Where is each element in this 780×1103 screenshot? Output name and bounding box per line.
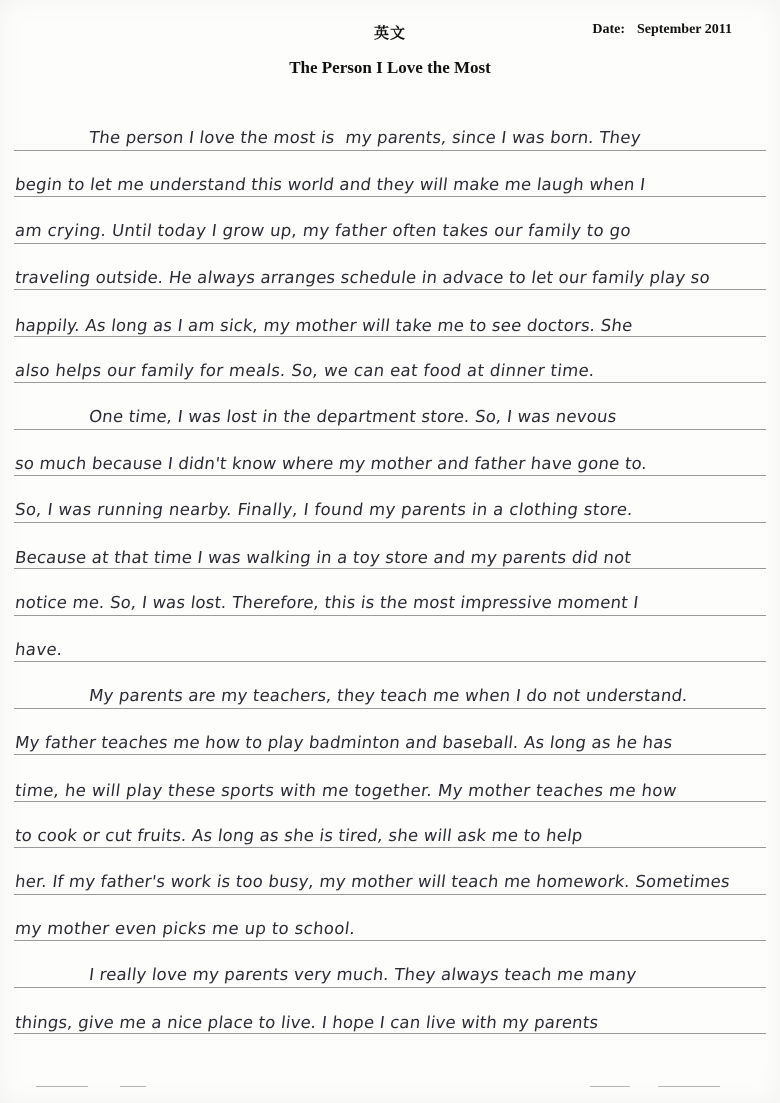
essay-line bbox=[14, 895, 766, 942]
essay-line-text: am crying. Until today I grow up, my father often takes our family to go bbox=[14, 220, 633, 240]
essay-line bbox=[14, 430, 766, 477]
essay-line bbox=[14, 383, 766, 430]
essay-line-text: traveling outside. He always arranges schedule in advace to let our family play so bbox=[14, 268, 712, 287]
essay-line-text: time, he will play these sports with me together. My mother teaches me how bbox=[14, 780, 678, 800]
page-title: The Person I Love the Most bbox=[289, 58, 491, 77]
date-label: Date: bbox=[592, 22, 625, 37]
essay-line-text: also helps our family for meals. So, we can eat food at dinner time. bbox=[14, 361, 597, 380]
essay-line-text: happily. As long as I am sick, my mother will take me to see doctors. She bbox=[14, 315, 634, 335]
essay-line-text: so much because I didn't know where my mother and father have gone to. bbox=[14, 454, 649, 473]
essay-line bbox=[14, 476, 766, 523]
subject-label: 英文 bbox=[373, 24, 406, 42]
essay-line-text: So, I was running nearby. Finally, I found my parents in a clothing store. bbox=[14, 499, 635, 519]
essay-line bbox=[14, 988, 766, 1035]
essay-line-text: One time, I was lost in the department store. So, I was nevous bbox=[88, 406, 618, 426]
essay-line bbox=[14, 569, 766, 616]
essay-line-text: things, give me a nice place to live. I hope I can live with my parents bbox=[14, 1013, 600, 1032]
essay-line bbox=[14, 848, 766, 895]
essay-line-text: My parents are my teachers, they teach me when I do not understand. bbox=[88, 685, 689, 705]
essay-line-text: have. bbox=[14, 640, 64, 659]
essay-line-text: notice me. So, I was lost. Therefore, this is the most impressive moment I bbox=[14, 592, 640, 612]
essay-line bbox=[14, 197, 766, 244]
essay-line bbox=[14, 616, 766, 663]
date-block bbox=[592, 22, 732, 38]
essay-line bbox=[14, 290, 766, 337]
essay-line-text: my mother even picks me up to school. bbox=[14, 919, 357, 938]
essay-line-text: I really love my parents very much. They always teach me many bbox=[88, 964, 638, 984]
essay-line-text: her. If my father's work is too busy, my mother will teach me homework. Sometimes bbox=[14, 871, 732, 891]
ruled-writing-area bbox=[14, 104, 766, 1064]
scan-artifact-mark bbox=[658, 1086, 720, 1087]
essay-line-text: The person I love the most is my parents, since I was born. They bbox=[88, 127, 642, 147]
essay-line bbox=[14, 755, 766, 802]
essay-line-text: to cook or cut fruits. As long as she is tired, she will ask me to help bbox=[14, 826, 584, 845]
essay-line-text: Because at that time I was walking in a toy store and my parents did not bbox=[14, 548, 633, 567]
essay-line bbox=[14, 337, 766, 384]
essay-line bbox=[14, 104, 766, 151]
essay-line bbox=[14, 662, 766, 709]
rule-line bbox=[14, 1033, 766, 1034]
date-value: September 2011 bbox=[636, 22, 732, 37]
essay-line bbox=[14, 244, 766, 291]
essay-line bbox=[14, 151, 766, 198]
essay-line bbox=[14, 802, 766, 849]
scan-artifact-mark bbox=[36, 1086, 88, 1087]
page-header bbox=[0, 0, 780, 96]
essay-line-text: My father teaches me how to play badminton and baseball. As long as he has bbox=[14, 733, 674, 752]
essay-line-text: begin to let me understand this world and they will make me laugh when I bbox=[14, 175, 647, 194]
essay-line bbox=[14, 523, 766, 570]
scan-artifact-mark bbox=[120, 1086, 146, 1087]
scan-artifact-mark bbox=[590, 1086, 630, 1087]
page-footer-marks bbox=[0, 1069, 780, 1097]
essay-line bbox=[14, 709, 766, 756]
essay-line bbox=[14, 941, 766, 988]
